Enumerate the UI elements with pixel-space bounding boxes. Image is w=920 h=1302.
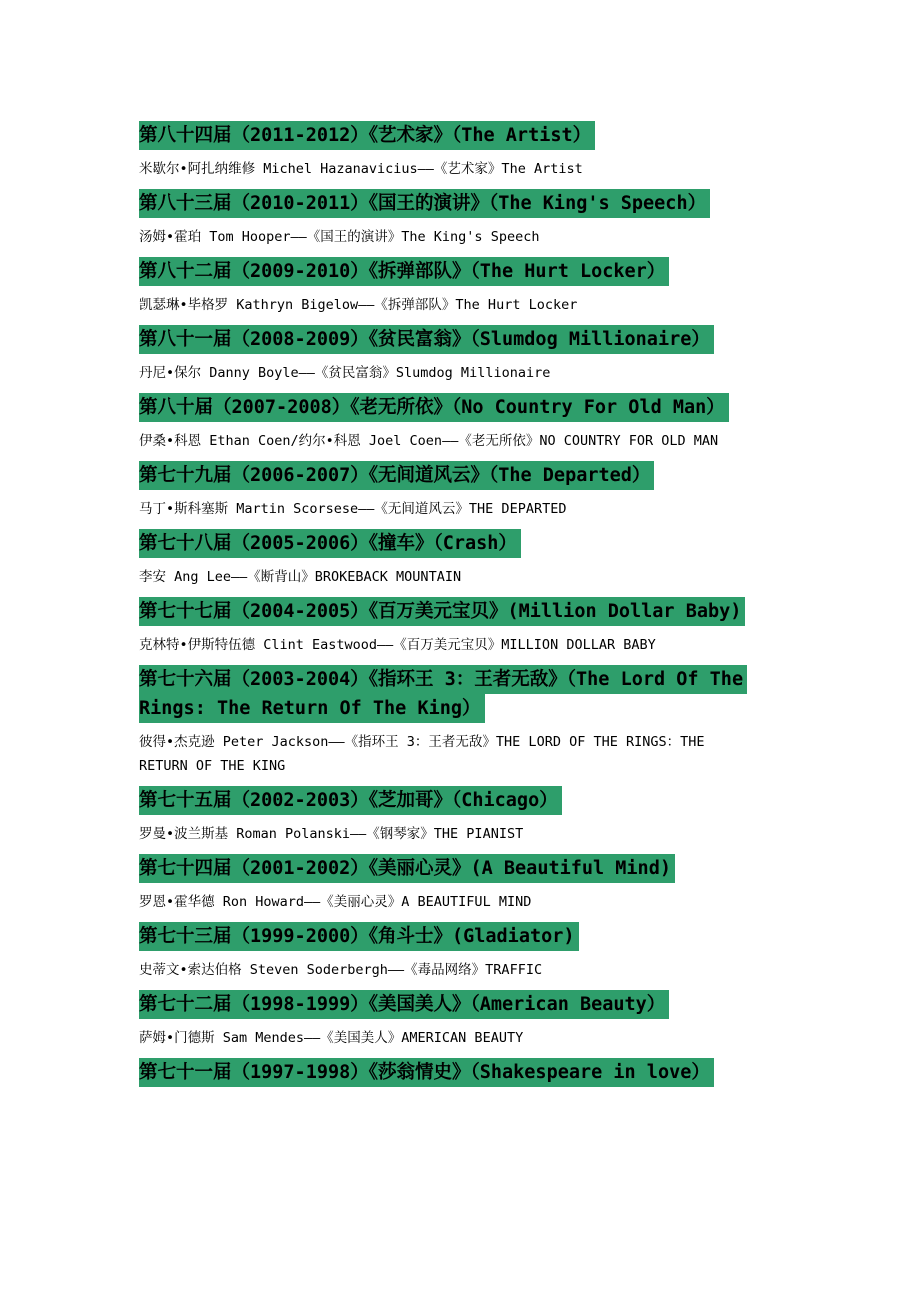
award-heading: 第七十五届（2002-2003）《芝加哥》（Chicago） [139, 786, 562, 815]
document-body [139, 121, 804, 1087]
award-heading: 第八十一届（2008-2009）《贫民富翁》（Slumdog Millionaire） [139, 325, 714, 354]
award-entry-73 [139, 922, 804, 982]
director-line: 克林特•伊斯特伍德 Clint Eastwood——《百万美元宝贝》MILLION DOLLAR BABY [139, 637, 656, 653]
award-heading: 第七十八届（2005-2006）《撞车》（Crash） [139, 529, 521, 558]
director-line: 米歇尔•阿扎纳维修 Michel Hazanavicius——《艺术家》The Artist [139, 161, 583, 177]
director-line: 马丁•斯科塞斯 Martin Scorsese——《无间道风云》THE DEPARTED [139, 501, 567, 517]
director-line: 史蒂文•索达伯格 Steven Soderbergh——《毒品网络》TRAFFIC [139, 962, 543, 978]
award-entry-76 [139, 665, 804, 778]
director-line: 丹尼•保尔 Danny Boyle——《贫民富翁》Slumdog Millionaire [139, 365, 551, 381]
director-line: 凯瑟琳•毕格罗 Kathryn Bigelow——《拆弹部队》The Hurt Locker [139, 297, 578, 313]
award-entry-78 [139, 529, 804, 589]
award-entry-84 [139, 121, 804, 181]
award-entry-81 [139, 325, 804, 385]
director-line-part: RETURN OF THE KING [139, 758, 286, 774]
award-heading: 第七十二届（1998-1999）《美国美人》（American Beauty） [139, 990, 669, 1019]
award-entry-72 [139, 990, 804, 1050]
award-entry-71 [139, 1058, 804, 1087]
award-heading: 第七十七届（2004-2005）《百万美元宝贝》(Million Dollar Baby) [139, 597, 745, 626]
director-line: 罗曼•波兰斯基 Roman Polanski——《钢琴家》THE PIANIST [139, 826, 524, 842]
director-line: 伊桑•科恩 Ethan Coen/约尔•科恩 Joel Coen——《老无所依》NO COUNTRY FOR OLD MAN [139, 433, 719, 449]
award-heading: 第八十三届（2010-2011）《国王的演讲》（The King's Speech） [139, 189, 710, 218]
director-line: 罗恩•霍华德 Ron Howard——《美丽心灵》A BEAUTIFUL MIND [139, 894, 532, 910]
award-entry-82 [139, 257, 804, 317]
director-line: 汤姆•霍珀 Tom Hooper——《国王的演讲》The King's Speech [139, 229, 540, 245]
award-heading: 第八十届（2007-2008）《老无所依》（No Country For Old Man） [139, 393, 729, 422]
director-line [139, 730, 804, 778]
award-heading: 第七十三届（1999-2000）《角斗士》(Gladiator) [139, 922, 579, 951]
award-entry-83 [139, 189, 804, 249]
award-heading-line: 第七十六届（2003-2004）《指环王 3：王者无敌》（The Lord Of The [139, 665, 747, 694]
award-heading: 第八十二届（2009-2010）《拆弹部队》（The Hurt Locker） [139, 257, 669, 286]
award-entry-79 [139, 461, 804, 521]
award-heading [139, 665, 804, 723]
award-heading-line: Rings: The Return Of The King） [139, 694, 485, 723]
director-line-part: 彼得•杰克逊 Peter Jackson——《指环王 3：王者无敌》THE LORD OF THE RINGS：THE [139, 734, 705, 750]
director-line: 李安 Ang Lee——《断背山》BROKEBACK MOUNTAIN [139, 569, 462, 585]
award-heading: 第七十四届（2001-2002）《美丽心灵》(A Beautiful Mind) [139, 854, 675, 883]
award-heading: 第七十一届（1997-1998）《莎翁情史》（Shakespeare in love） [139, 1058, 714, 1087]
award-entry-75 [139, 786, 804, 846]
award-entry-77 [139, 597, 804, 657]
award-heading: 第七十九届（2006-2007）《无间道风云》（The Departed） [139, 461, 654, 490]
award-entry-74 [139, 854, 804, 914]
award-entry-80 [139, 393, 804, 453]
director-line: 萨姆•门德斯 Sam Mendes——《美国美人》AMERICAN BEAUTY [139, 1030, 524, 1046]
award-heading: 第八十四届（2011-2012）《艺术家》（The Artist） [139, 121, 595, 150]
